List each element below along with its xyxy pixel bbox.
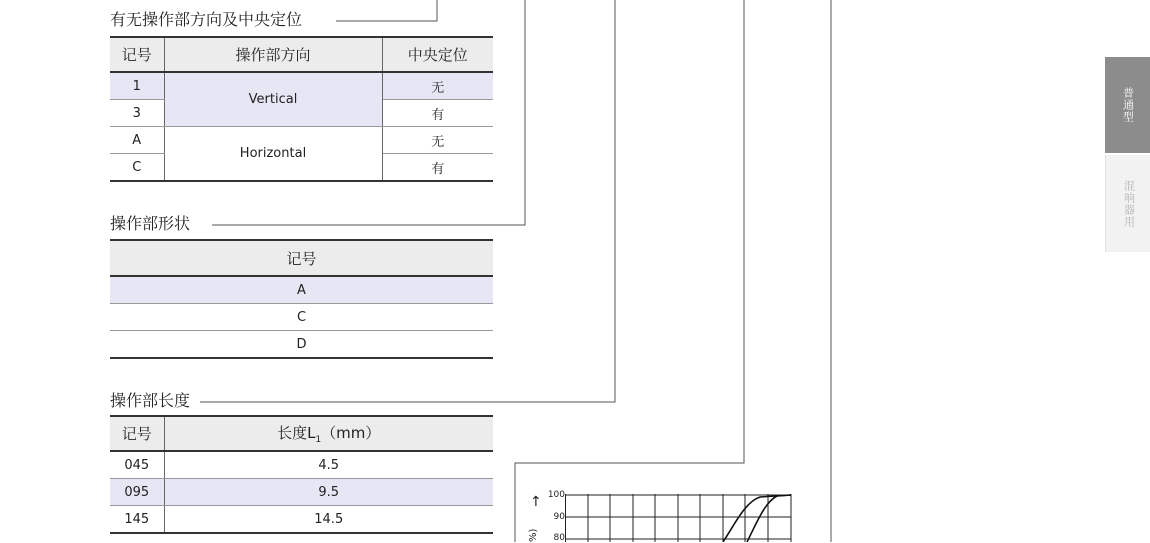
length-section-title: 操作部长度 xyxy=(110,391,191,410)
header-code: 记号 xyxy=(110,240,493,276)
center-cell: 有 xyxy=(382,154,493,182)
curve-b xyxy=(747,495,791,542)
table-row xyxy=(110,451,493,479)
table-header-row xyxy=(110,37,493,72)
arrow-up-icon: ↑ xyxy=(530,494,542,510)
chart-plot xyxy=(565,494,793,542)
y-tick-80: 80 xyxy=(553,533,565,543)
table-row xyxy=(110,72,493,100)
code-cell: A xyxy=(110,127,164,154)
length-cell: 14.5 xyxy=(164,506,493,534)
tab-normal-type[interactable] xyxy=(1105,57,1150,153)
table-row xyxy=(110,331,493,359)
direction-cell: Vertical xyxy=(164,72,382,127)
direction-section-title: 有无操作部方向及中央定位 xyxy=(110,10,303,29)
curve-a xyxy=(723,495,791,542)
leader-line-chart xyxy=(515,0,744,542)
length-cell: 4.5 xyxy=(164,451,493,479)
header-code: 记号 xyxy=(110,416,164,451)
header-length-subscript: 1 xyxy=(315,435,322,445)
shape-section-title: 操作部形状 xyxy=(110,214,191,233)
table-row xyxy=(110,127,493,154)
code-cell: A xyxy=(110,276,493,304)
length-cell: 9.5 xyxy=(164,479,493,506)
length-table xyxy=(110,415,493,534)
y-tick-100: 100 xyxy=(547,490,565,500)
header-length-label: 长度L xyxy=(277,424,316,442)
code-cell: 1 xyxy=(110,72,164,100)
code-cell: C xyxy=(110,154,164,182)
tab-mixer-type[interactable] xyxy=(1105,155,1150,252)
center-cell: 有 xyxy=(382,100,493,127)
table-row xyxy=(110,479,493,506)
tab-label: 混响器用 xyxy=(1122,179,1136,228)
tab-label: 普通型 xyxy=(1121,87,1135,123)
header-direction: 操作部方向 xyxy=(164,37,382,72)
code-cell: D xyxy=(110,331,493,359)
chart-grid xyxy=(565,494,791,542)
center-cell: 无 xyxy=(382,72,493,100)
code-cell: 3 xyxy=(110,100,164,127)
y-axis-label: %) xyxy=(528,528,539,542)
leader-line-direction xyxy=(336,0,437,21)
header-length-unit: （mm） xyxy=(321,424,381,442)
shape-table xyxy=(110,239,493,359)
direction-cell: Horizontal xyxy=(164,127,382,182)
header-center: 中央定位 xyxy=(382,37,493,72)
table-header-row xyxy=(110,240,493,276)
direction-table xyxy=(110,36,493,182)
header-code: 记号 xyxy=(110,37,164,72)
code-cell: 045 xyxy=(110,451,164,479)
table-row xyxy=(110,276,493,304)
table-row xyxy=(110,506,493,534)
center-cell: 无 xyxy=(382,127,493,154)
table-row xyxy=(110,304,493,331)
code-cell: C xyxy=(110,304,493,331)
y-tick-90: 90 xyxy=(553,512,565,522)
code-cell: 095 xyxy=(110,479,164,506)
code-cell: 145 xyxy=(110,506,164,534)
header-length xyxy=(164,416,493,451)
table-header-row xyxy=(110,416,493,451)
